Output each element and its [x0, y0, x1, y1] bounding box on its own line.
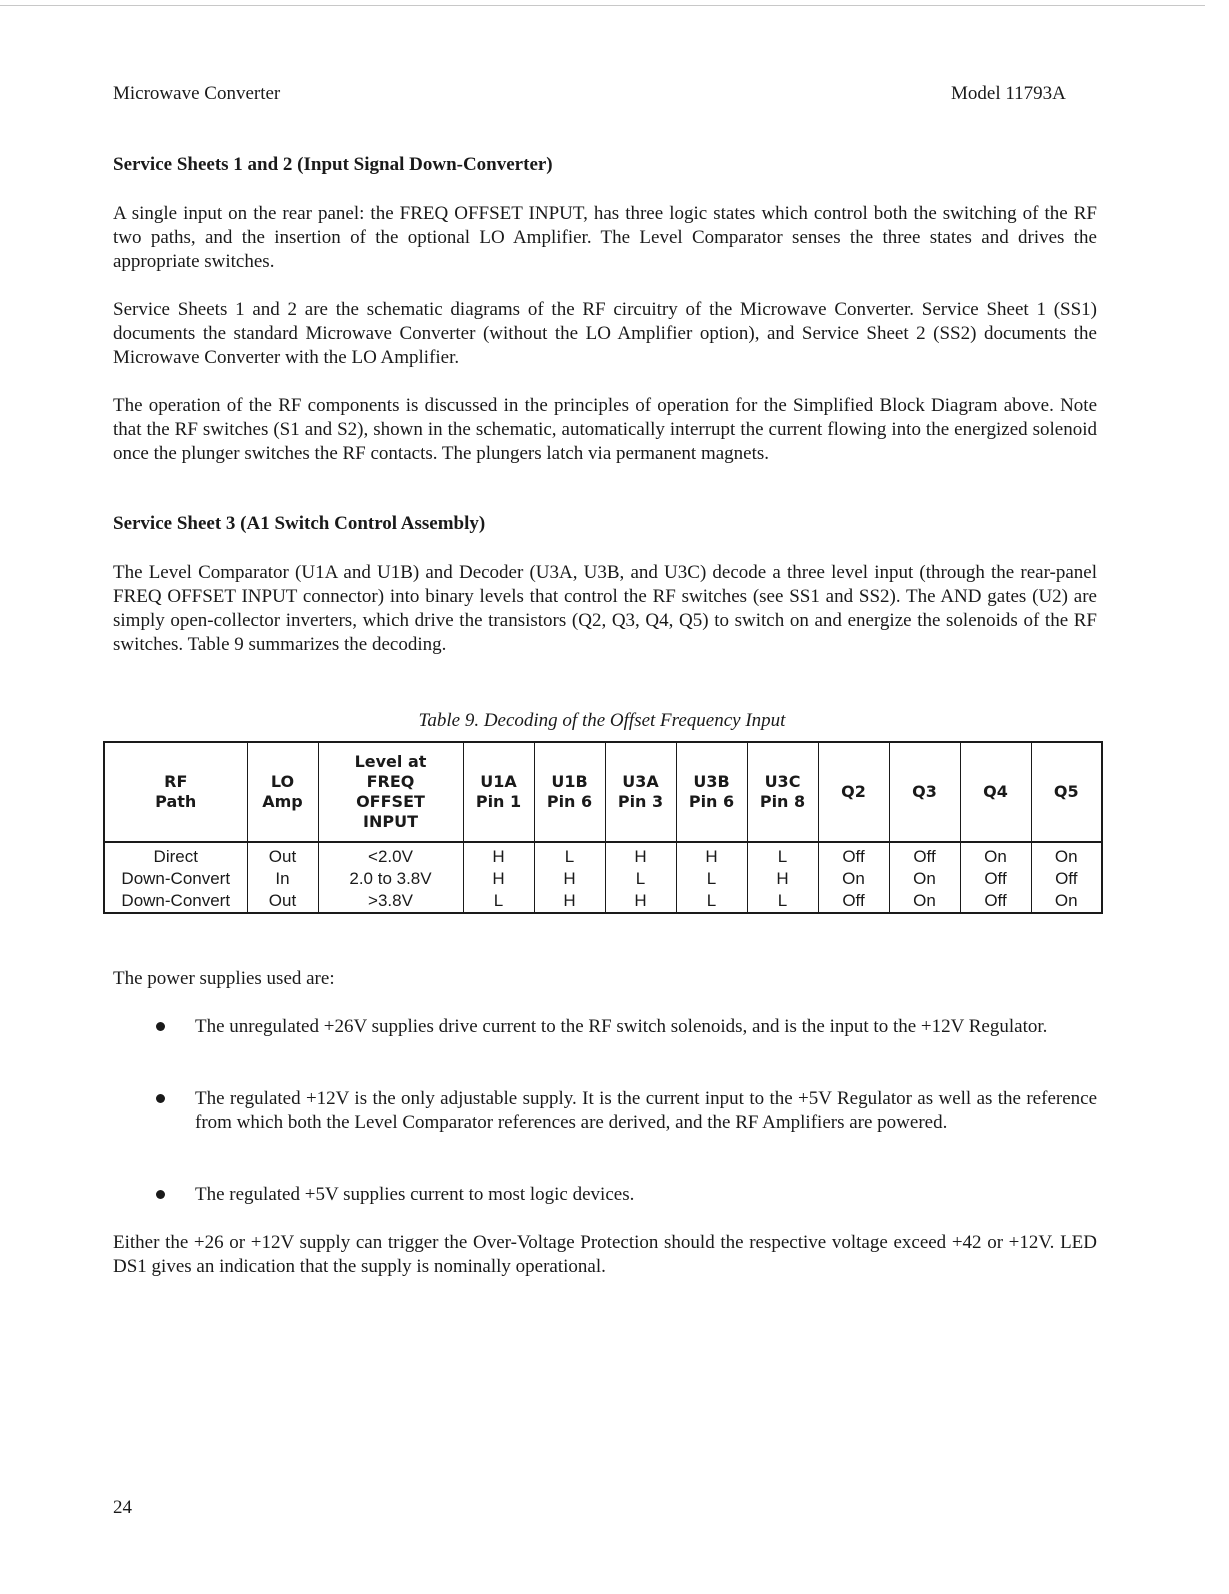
bullet-icon — [156, 1022, 165, 1031]
top-rule — [0, 5, 1205, 6]
header-lo-amp: LO Amp — [247, 742, 318, 842]
cell-u1a: H H L — [463, 842, 534, 913]
running-header-model: Model 11793A — [951, 83, 1066, 104]
cell-u3a: H L H — [605, 842, 676, 913]
cell-level: <2.0V 2.0 to 3.8V >3.8V — [318, 842, 463, 913]
header-u3c-pin8: U3C Pin 8 — [747, 742, 818, 842]
cell-q3: Off On On — [889, 842, 960, 913]
header-u1a-pin1: U1A Pin 1 — [463, 742, 534, 842]
paragraph-over-voltage: Either the +26 or +12V supply can trigger the Over-Voltage Protection should the respective voltage exceed +42 or +12V. LED DS1 gives an indication that the supply is nominally operational. — [113, 1232, 1097, 1277]
paragraph-rf-operation: The operation of the RF components is discussed in the principles of operation for the Simplified Block Diagram above. Note that the RF switches (S1 and S2), shown in the schematic, automatically interrupt the current flowing into the energized solenoid once the plunger switches the RF contacts. The plungers latch via permanent magnets. — [113, 395, 1097, 464]
cell-q2: Off On Off — [818, 842, 889, 913]
cell-rf-path: Direct Down-Convert Down-Convert — [121, 847, 231, 910]
bullet-icon — [156, 1190, 165, 1199]
cell-q5: On Off On — [1031, 842, 1102, 913]
cell-q4: On Off Off — [960, 842, 1031, 913]
table-header-row — [104, 742, 1102, 842]
paragraph-power-intro: The power supplies used are: — [113, 968, 335, 989]
cell-u1b: L H H — [534, 842, 605, 913]
page-number: 24 — [113, 1497, 132, 1518]
paragraph-freq-offset-input: A single input on the rear panel: the FREQ OFFSET INPUT, has three logic states which control both the switching of the RF two paths, and the insertion of the optional LO Amplifier. The Level Comparator senses the three states and drives the appropriate switches. — [113, 203, 1097, 272]
paragraph-level-comparator: The Level Comparator (U1A and U1B) and Decoder (U3A, U3B, and U3C) decode a three level input (through the rear-panel FREQ OFFSET INPUT connector) into binary levels that control the RF switches (see SS1 and SS2). The AND gates (U2) are simply open-collector inverters, which drive the transistors (Q2, Q3, Q4, Q5) to switch on and energize the solenoids of the RF switches. Table 9 summarizes the decoding. — [113, 562, 1097, 655]
header-q5: Q5 — [1031, 742, 1102, 842]
header-level-at-freq-offset-input: Level at FREQ OFFSET INPUT — [318, 742, 463, 842]
header-u1b-pin6: U1B Pin 6 — [534, 742, 605, 842]
section-heading-service-sheet-3: Service Sheet 3 (A1 Switch Control Assembly) — [113, 513, 486, 534]
table-body-row — [104, 842, 1102, 913]
header-u3a-pin3: U3A Pin 3 — [605, 742, 676, 842]
section-heading-service-sheets-1-2: Service Sheets 1 and 2 (Input Signal Down-Converter) — [113, 154, 553, 175]
header-u3b-pin6: U3B Pin 6 — [676, 742, 747, 842]
cell-lo-amp: Out In Out — [247, 842, 318, 913]
header-q4: Q4 — [960, 742, 1031, 842]
paragraph-service-sheets: Service Sheets 1 and 2 are the schematic diagrams of the RF circuitry of the Microwave Converter. Service Sheet 1 (SS1) documents the standard Microwave Converter (without the LO Amplifier option), and Service Sheet 2 (SS2) documents the Microwave Converter with the LO Amplifier. — [113, 299, 1097, 368]
header-q2: Q2 — [818, 742, 889, 842]
header-q3: Q3 — [889, 742, 960, 842]
cell-u3c: L H L — [747, 842, 818, 913]
running-header-title: Microwave Converter — [113, 83, 281, 104]
decoding-table — [103, 741, 1103, 914]
table-caption: Table 9. Decoding of the Offset Frequency Input — [418, 710, 786, 731]
bullet-icon — [156, 1094, 165, 1103]
cell-u3b: H L L — [676, 842, 747, 913]
header-rf-path: RF Path — [104, 742, 247, 842]
